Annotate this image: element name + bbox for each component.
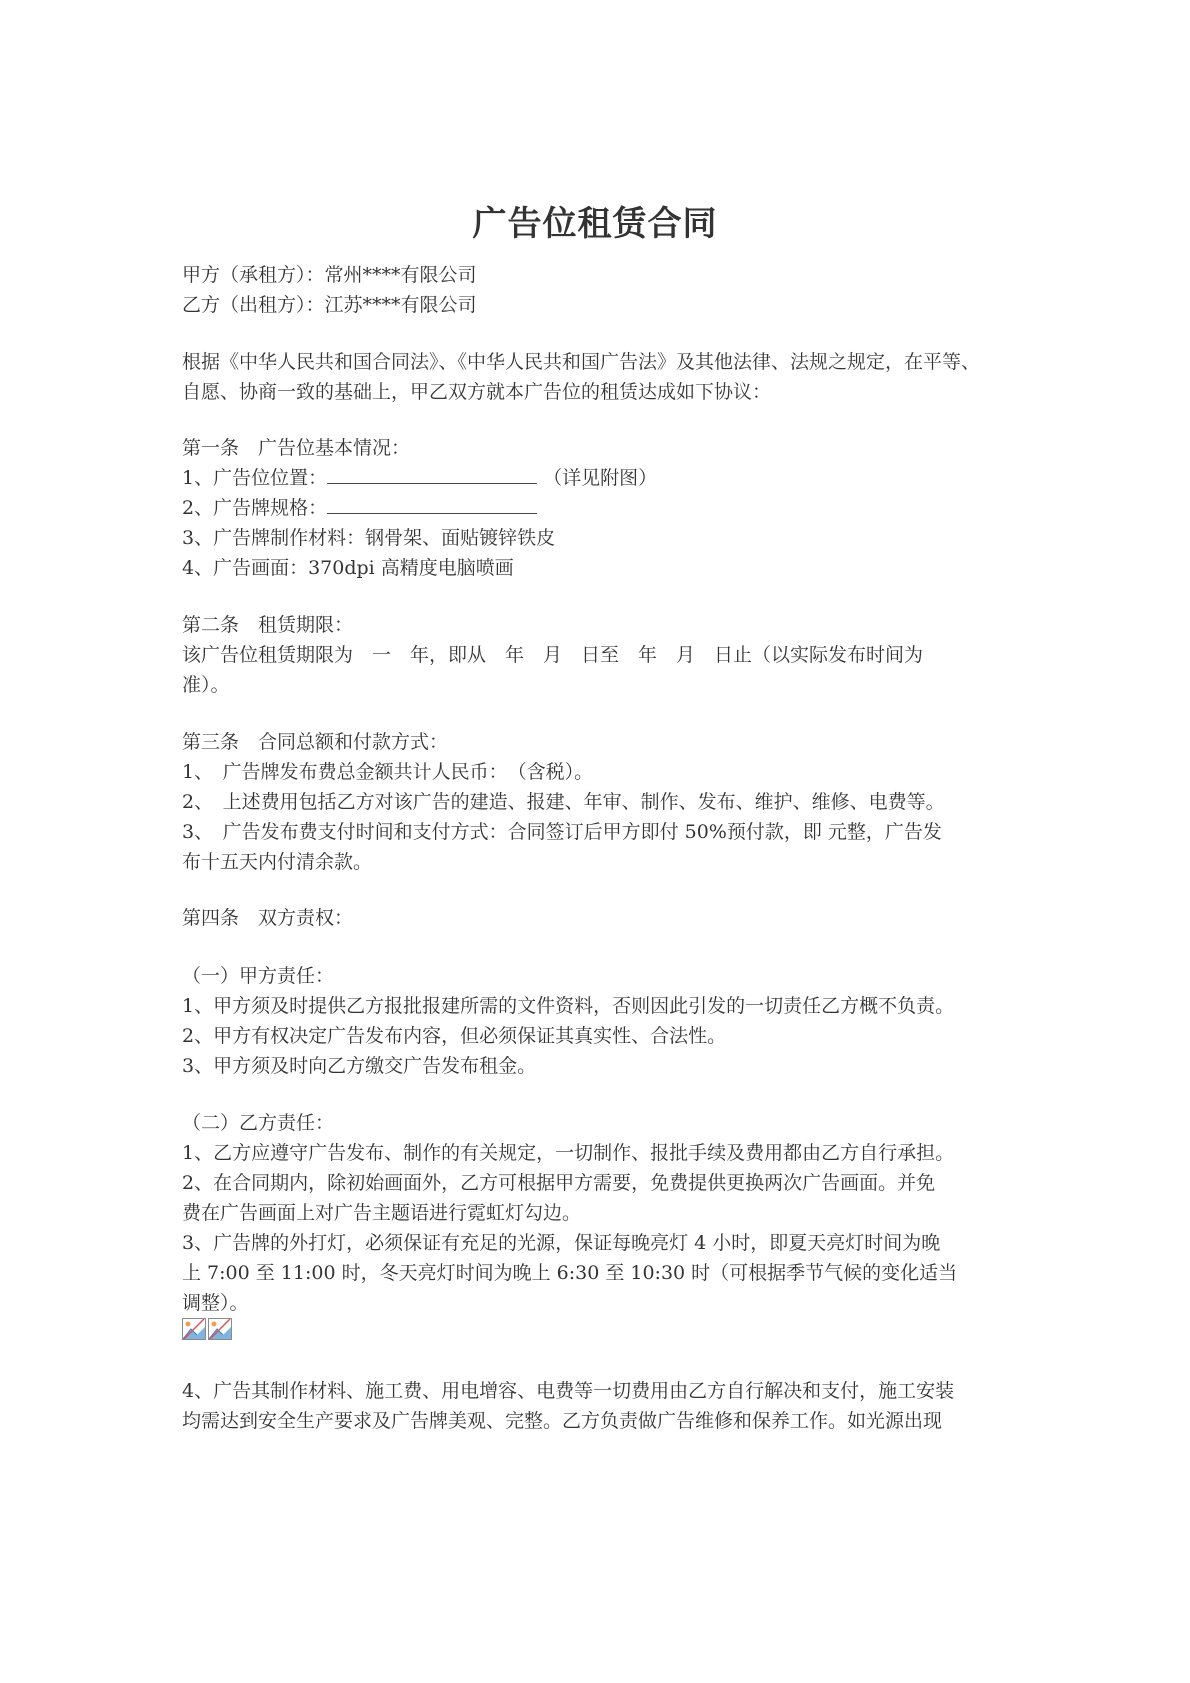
preamble-line-1: 根据《中华人民共和国合同法》、《中华人民共和国广告法》及其他法律、法规之规定，在平等、 <box>182 351 981 373</box>
party-b-duty-4-line-2: 均需达到安全生产要求及广告牌美观、完整。乙方负责做广告维修和保养工作。如光源出现 <box>182 1410 943 1432</box>
party-a-duties-heading: （一）甲方责任： <box>182 965 335 987</box>
article2-line-1: 该广告位租赁期限为 一 年，即从 年 月 日至 年 月 日止（以实际发布时间为 <box>182 644 924 666</box>
location-blank-field <box>327 463 537 484</box>
party-b-duty-3-line-1: 3、广告牌的外打灯，必须保证有充足的光源，保证每晚亮灯 4 小时，即夏天亮灯时间为晚 <box>182 1232 941 1254</box>
party-a-duty-1: 1、甲方须及时提供乙方报批报建所需的文件资料，否则因此引发的一切责任乙方概不负责。 <box>182 995 955 1017</box>
image-placeholders <box>182 1318 232 1340</box>
preamble-line-2: 自愿、协商一致的基础上，甲乙双方就本广告位的租赁达成如下协议： <box>182 381 772 403</box>
article3-item3-line-2: 布十五天内付清余款。 <box>182 851 373 873</box>
article1-item1-note: （详见附图） <box>543 467 658 489</box>
party-b-duty-4-line-1: 4、广告其制作材料、施工费、用电增容、电费等一切费用由乙方自行解决和支付，施工安装 <box>182 1380 955 1402</box>
article3-item3-line-1: 3、 广告发布费支付时间和支付方式：合同签订后甲方即付 50%预付款，即 元整，广告发 <box>182 821 942 843</box>
broken-image-icon <box>208 1318 232 1340</box>
article3-heading: 第三条 合同总额和付款方式： <box>182 731 449 753</box>
party-b-duty-1: 1、乙方应遵守广告发布、制作的有关规定，一切制作、报批手续及费用都由乙方自行承担。 <box>182 1142 955 1164</box>
party-a-duty-3: 3、甲方须及时向乙方缴交广告发布租金。 <box>182 1055 537 1077</box>
article1-heading: 第一条 广告位基本情况： <box>182 437 411 459</box>
article1-item3: 3、广告牌制作材料：钢骨架、面贴镀锌铁皮 <box>182 527 556 549</box>
party-b-duty-2-line-2: 费在广告画面上对广告主题语进行霓虹灯勾边。 <box>182 1202 582 1224</box>
article1-item4: 4、广告画面：370dpi 高精度电脑喷画 <box>182 557 514 579</box>
document-title: 广告位租赁合同 <box>472 204 718 244</box>
party-b-duty-2-line-1: 2、在合同期内，除初始画面外，乙方可根据甲方需要，免费提供更换两次广告画面。并免 <box>182 1172 936 1194</box>
broken-image-icon <box>182 1318 206 1340</box>
article3-item2: 2、 上述费用包括乙方对该广告的建造、报建、年审、制作、发布、维护、维修、电费等。 <box>182 791 945 813</box>
party-a: 甲方（承租方）：常州****有限公司 <box>182 264 477 286</box>
article3-item1: 1、 广告牌发布费总金额共计人民币： （含税）。 <box>182 761 594 783</box>
spec-blank-field <box>327 493 537 514</box>
article1-item1-label: 1、广告位位置： <box>182 467 328 489</box>
party-a-duty-2: 2、甲方有权决定广告发布内容，但必须保证其真实性、合法性。 <box>182 1025 727 1047</box>
party-b-duty-3-line-3: 调整）。 <box>182 1292 249 1314</box>
article2-heading: 第二条 租赁期限： <box>182 614 354 636</box>
article1-item2-label: 2、广告牌规格： <box>182 497 328 519</box>
article2-line-2: 准）。 <box>182 674 230 696</box>
article1-item2 <box>182 493 537 523</box>
article1-item1 <box>182 463 657 493</box>
party-b-duty-3-line-2: 上 7:00 至 11:00 时，冬天亮灯时间为晚上 6:30 至 10:30 时（可根据季节气候的变化适当 <box>182 1262 958 1284</box>
party-b-duties-heading: （二）乙方责任： <box>182 1112 335 1134</box>
party-b: 乙方（出租方）：江苏****有限公司 <box>182 294 477 316</box>
article4-heading: 第四条 双方责权： <box>182 907 354 929</box>
